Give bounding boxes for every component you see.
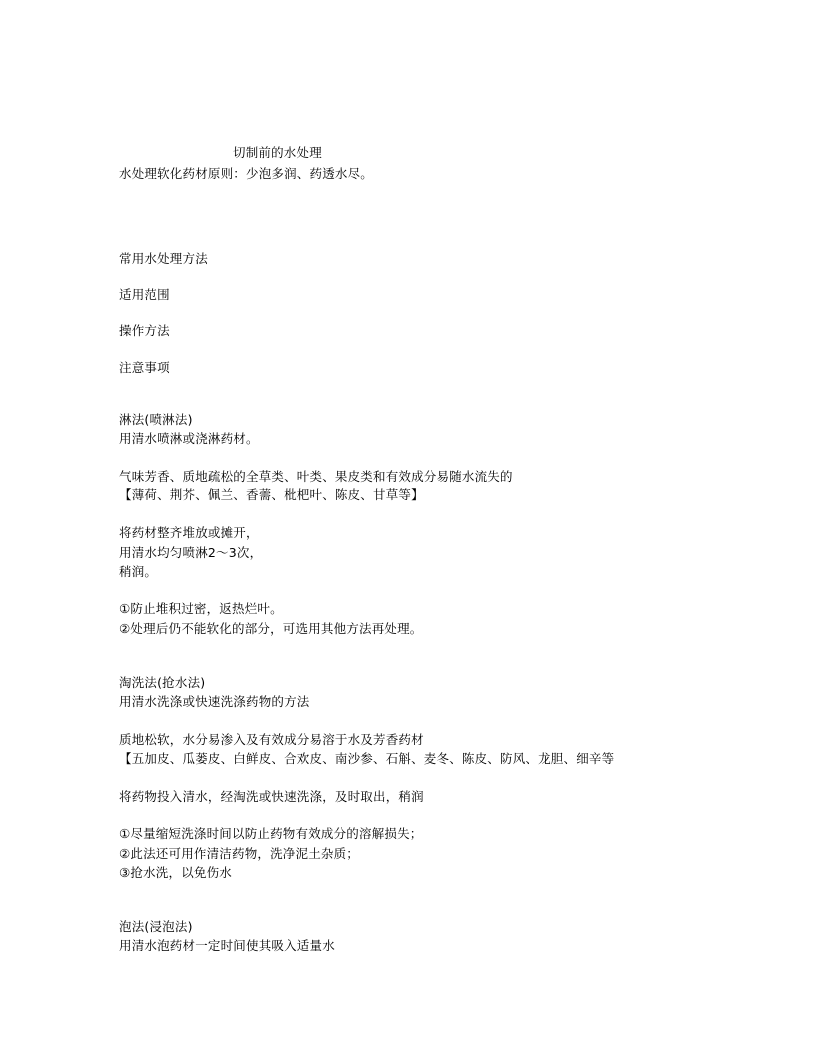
method-scope-line: 【五加皮、瓜蒌皮、白鲜皮、合欢皮、南沙参、石斛、麦冬、陈皮、防风、龙胆、细辛等 — [119, 751, 615, 766]
method-operation-line: 将药材整齐堆放或摊开， — [119, 525, 259, 540]
method-scope-line: 【薄荷、荆芥、佩兰、香薷、枇杷叶、陈皮、甘草等】 — [119, 487, 424, 502]
method-name: 泡法(浸泡法) — [119, 919, 193, 934]
table-header-notes: 注意事项 — [119, 360, 170, 375]
table-header-operation: 操作方法 — [119, 323, 170, 338]
page-title: 切制前的水处理 — [233, 145, 322, 160]
method-name: 淋法(喷淋法) — [119, 412, 193, 427]
method-scope-line: 质地松软，水分易渗入及有效成分易溶于水及芳香药材 — [119, 732, 424, 747]
method-definition: 用清水喷淋或浇淋药材。 — [119, 431, 259, 446]
method-scope-line: 气味芳香、质地疏松的全草类、叶类、果皮类和有效成分易随水流失的 — [119, 469, 513, 484]
method-name: 淘洗法(抢水法) — [119, 675, 206, 690]
method-operation-line: 将药物投入清水，经淘洗或快速洗涤，及时取出，稍润 — [119, 789, 424, 804]
method-note-line: ①尽量缩短洗涤时间以防止药物有效成分的溶解损失； — [119, 826, 423, 841]
principle-text: 水处理软化药材原则：少泡多润、药透水尽。 — [119, 166, 374, 181]
method-definition: 用清水洗涤或快速洗涤药物的方法 — [119, 694, 310, 709]
method-note-line: ①防止堆积过密，返热烂叶。 — [119, 601, 283, 616]
method-note-line: ②处理后仍不能软化的部分，可选用其他方法再处理。 — [119, 621, 423, 636]
method-note-line: ③抢水洗，以免伤水 — [119, 865, 233, 880]
method-definition: 用清水泡药材一定时间使其吸入适量水 — [119, 938, 335, 953]
method-operation-line: 用清水均匀喷淋2～3次， — [119, 545, 263, 560]
method-operation-line: 稍润。 — [119, 564, 158, 579]
method-note-line: ②此法还可用作清洁药物，洗净泥土杂质； — [119, 846, 360, 861]
table-header-method: 常用水处理方法 — [119, 251, 208, 266]
table-header-scope: 适用范围 — [119, 287, 170, 302]
